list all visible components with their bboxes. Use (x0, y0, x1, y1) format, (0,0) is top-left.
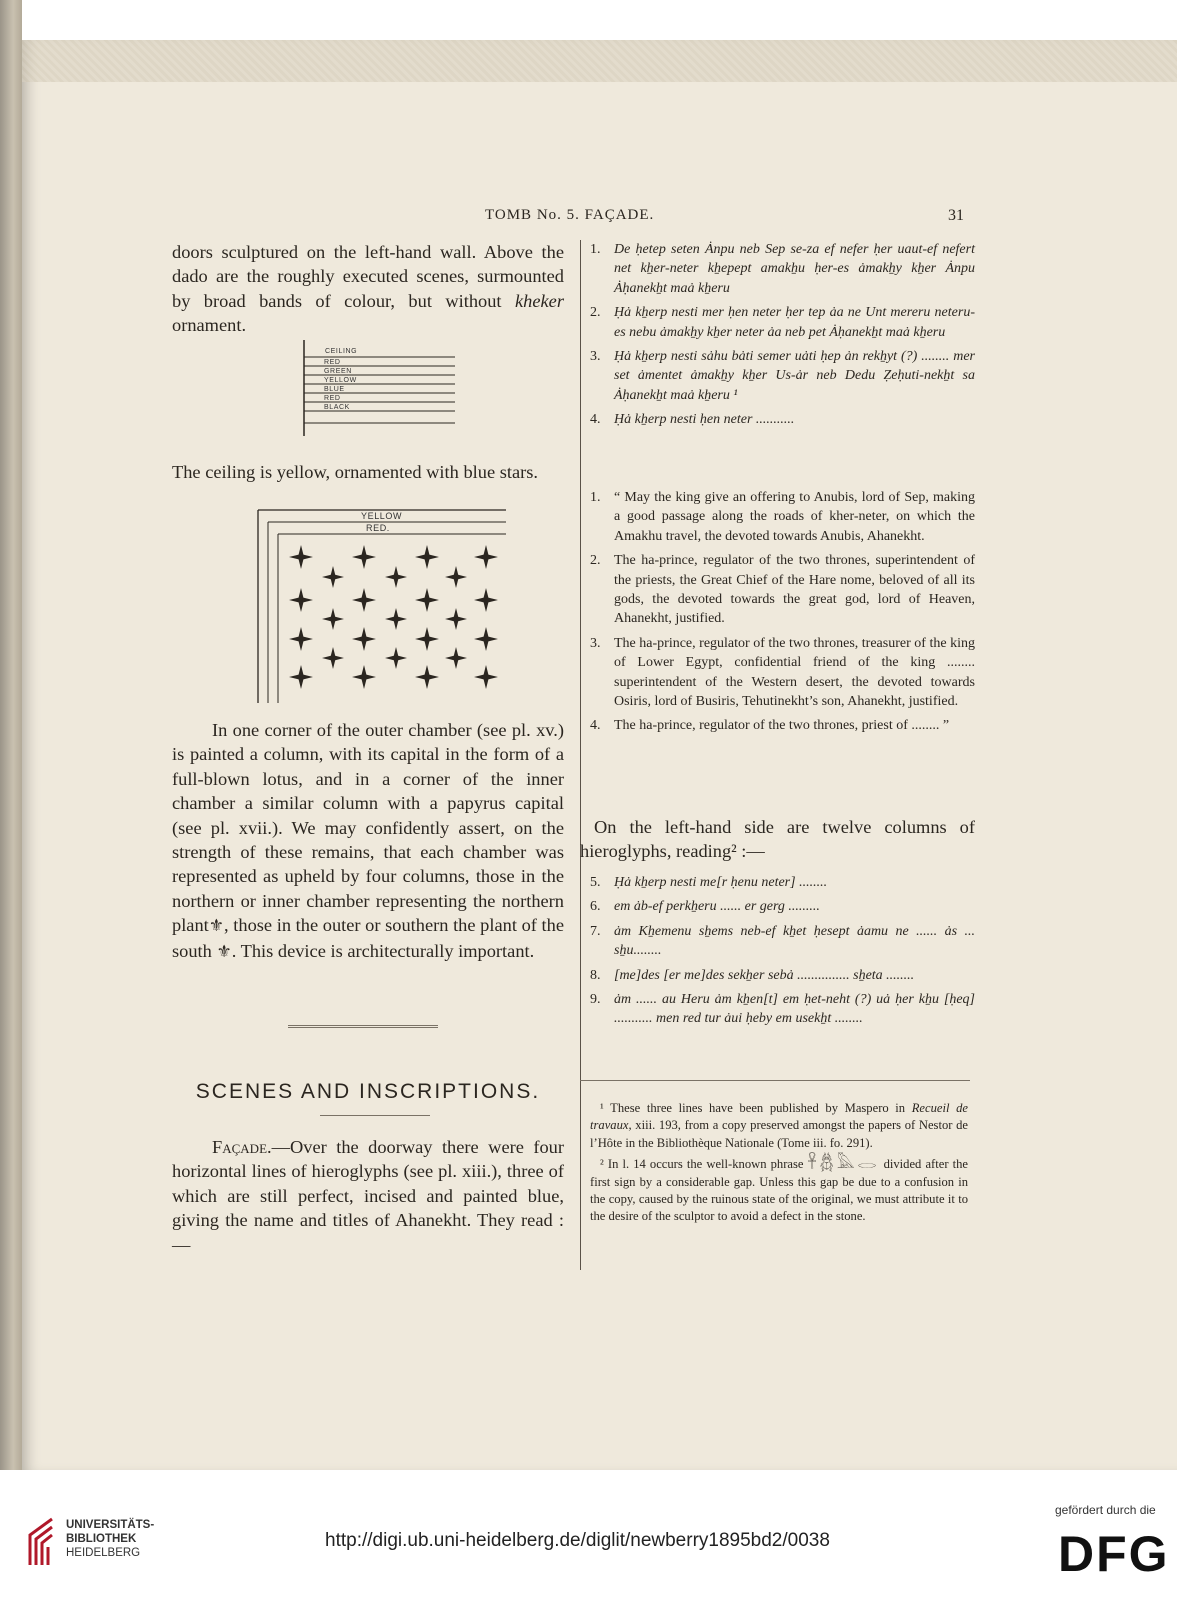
translation-line-3: 3. The ha-prince, regulator of the two thrones, treasurer of the king of Lower Egypt, confidential friend of the king ........ superintendent of the Western desert, the devoted towards Osiris, lord of Busiris, Tehutinekht’s son, Ahanekht, justified. (590, 635, 975, 710)
hieroglyph-phrase-icon: 𓋹𓆣𓅓𓂋 (807, 1155, 880, 1173)
star-pattern (289, 545, 498, 689)
translation-line-2: 2. The ha-prince, regulator of the two thrones, superintendent of the priests, the Great Chief of the Hare nome, beloved of all its gods, the devoted towards the great god, lord of Heaven, Ahanekht, justified. (590, 553, 975, 627)
translit-line-4: 4. Ḥȧ kẖerp nesti ḥen neter ........... (590, 412, 795, 428)
translit-line-7: 7. ȧm Kẖemenu sẖems neb-ef kẖet ḥesept ȧamu ne ...... ȧs ... sẖu........ (590, 923, 975, 959)
dfg-logo: DFG (1058, 1526, 1170, 1582)
star-icon (352, 588, 376, 612)
translit-line-2: 2. Ḥȧ kẖerp nesti mer ḥen neter ḥer tep ȧa ne Unt mereru neteru-es nebu ȧmakẖy kẖer neter ȧa neb pet Ȧḥanekẖt maȧ kẖeru (590, 305, 975, 340)
footnotes (590, 1100, 968, 1226)
band-label-ceiling: CEILING (325, 348, 358, 355)
column-rule (580, 240, 581, 1270)
transliteration-5-9 (590, 873, 975, 1034)
page-top-strip (22, 40, 1177, 82)
paragraph-facade (172, 1135, 564, 1257)
section-heading: SCENES AND INSCRIPTIONS. (195, 1080, 541, 1103)
star-icon (474, 665, 498, 689)
ceiling-label-yellow: YELLOW (361, 511, 403, 521)
running-head: TOMB No. 5. FAÇADE. (485, 207, 655, 223)
library-name: UNIVERSITÄTS- BIBLIOTHEK HEIDELBERG (66, 1519, 155, 1559)
star-icon (385, 647, 407, 669)
band-label-yellow: YELLOW (324, 377, 357, 384)
star-icon (352, 665, 376, 689)
paragraph-dado-text: doors sculptured on the left-hand wall. Above the dado are the roughly executed scenes, surmounted by broad bands of colour, but without (172, 242, 564, 311)
translation-line-1: 1. “ May the king give an offering to Anubis, lord of Sep, making a good passage along the roads of kher-neter, on which the Amakhu travel, the devoted towards Anubis, Ahanekht. (590, 490, 975, 544)
paragraph-ceiling-text: The ceiling is yellow, ornamented with blue stars. (172, 462, 539, 482)
footnote-1: ¹ These three lines have been published by Maspero in Recueil de travaux, xiii. 193, from a copy preserved amongst the papers of Nestor de l’Hôte in the Bibliothèque Nationale (Tome iii. fo. 291). (590, 1101, 968, 1150)
band-label-green: GREEN (324, 368, 352, 375)
paragraph-left-side: On the left-hand side are twelve columns of hieroglyphs, reading² :— (580, 817, 975, 862)
star-icon (415, 588, 439, 612)
source-url-link[interactable]: http://digi.ub.uni-heidelberg.de/diglit/newberry1895bd2/0038 (325, 1530, 830, 1551)
star-icon (352, 627, 376, 651)
star-icon (474, 627, 498, 651)
star-icon (415, 665, 439, 689)
paragraph-columns-text: In one corner of the outer chamber (see pl. xv.) is painted a column, with its capital in the form of a full-blown lotus, and in a corner of the inner chamber a similar column with a papyrus capital (see pl. xvii.). We may confidently assert, on the strength of these remains, that each chamber was represented as upheld by four columns, those in the northern or inner chamber representing the northern plant (172, 720, 564, 936)
star-icon (385, 566, 407, 588)
translation-line-4: 4. The ha-prince, regulator of the two thrones, priest of ........ ” (590, 718, 950, 734)
translit-line-9: 9. ȧm ...... au Heru ȧm kẖen[t] em ḥet-neht (?) uȧ ḥer kẖu [ḥeq] ........... men red tur ȧui ḥeby em usekẖt ........ (590, 992, 975, 1027)
star-icon (474, 545, 498, 569)
translit-line-3: 3. Ḥȧ kẖerp nesti sȧhu bȧti semer uȧti ḥep ȧn rekẖyt (?) ........ mer set ȧmentet ȧmakẖy kẖer Us-ȧr neb Dedu Ẓeḥuti-nekẖt sa Ȧḥanekẖt maȧ kẖeru ¹ (590, 349, 975, 403)
papyrus-plant-icon: ⚜ (216, 941, 232, 961)
library-logo-icon (22, 1515, 60, 1571)
star-icon (289, 588, 313, 612)
star-icon (474, 588, 498, 612)
star-icon (289, 627, 313, 651)
kheker-term: kheker (514, 290, 564, 311)
heading-rule (320, 1115, 430, 1116)
paragraph-columns-text-b: , those in the outer or southern the plant of the south (172, 915, 564, 961)
star-icon (322, 608, 344, 630)
paragraph-dado-end: ornament. (172, 315, 247, 336)
translation-1-4 (590, 488, 975, 741)
star-icon (289, 545, 313, 569)
paragraph-facade-text: —Over the doorway there were four horizontal lines of hieroglyphs (see pl. xiii.), three of which are still perfect, incised and painted blue, giving the name and titles of Ahanekht. They read :— (172, 1137, 564, 1255)
star-icon (385, 608, 407, 630)
page-number: 31 (948, 207, 964, 224)
paragraph-columns (172, 718, 564, 964)
paragraph-ceiling (172, 460, 564, 484)
colour-bands-diagram (300, 338, 460, 438)
footnote-rule (580, 1080, 970, 1081)
footnote-2: ² In l. 14 occurs the well-known phrase 𓋹𓆣𓅓𓂋 divided after the first sign by a considerable gap. Unless this gap be due to a confusion in the copy, caused by the ruinous state of the original, we must attribute it to the desire of the sculptor to avoid a defect in the stone. (590, 1155, 968, 1224)
section-divider (288, 1025, 438, 1028)
translit-line-6: 6. em ȧb-ef perkẖeru ...... er gerg ......... (590, 899, 820, 915)
paragraph-columns-text-c: . This device is architecturally important. (231, 940, 535, 961)
transliteration-1-4 (590, 240, 975, 435)
star-icon (352, 545, 376, 569)
star-icon (289, 665, 313, 689)
star-icon (445, 566, 467, 588)
paragraph-dado (172, 240, 564, 338)
translit-line-8: 8. [me]des [er me]des sekẖer sebȧ ............... sẖeta ........ (590, 967, 915, 983)
band-label-red-2: RED (324, 395, 341, 402)
band-label-blue: BLUE (324, 386, 345, 393)
ceiling-stars-diagram (256, 505, 516, 705)
star-icon (445, 608, 467, 630)
translit-line-1: 1. De ḥetep seten Ȧnpu neb Sep se-za ef nefer ḥer uaut-ef nefert net kẖer-neter kẖepept amakẖu ḥer-es ȧmakẖy kẖer Ȧnpu Ȧḥanekẖt maȧ kẖeru (590, 242, 975, 296)
lily-plant-icon: ⚜ (208, 916, 225, 936)
ceiling-label-red: RED. (366, 523, 390, 533)
star-icon (322, 647, 344, 669)
band-label-red: RED (324, 359, 341, 366)
translit-line-5: 5. Ḥȧ kẖerp nesti me[r ḥenu neter] ........ (590, 875, 828, 890)
star-icon (445, 647, 467, 669)
book-edge (0, 0, 22, 1470)
star-icon (415, 627, 439, 651)
facade-label: Façade. (212, 1137, 272, 1157)
star-icon (415, 545, 439, 569)
funding-caption: gefördert durch die (1055, 1503, 1156, 1517)
star-icon (322, 566, 344, 588)
band-label-black: BLACK (324, 404, 350, 411)
